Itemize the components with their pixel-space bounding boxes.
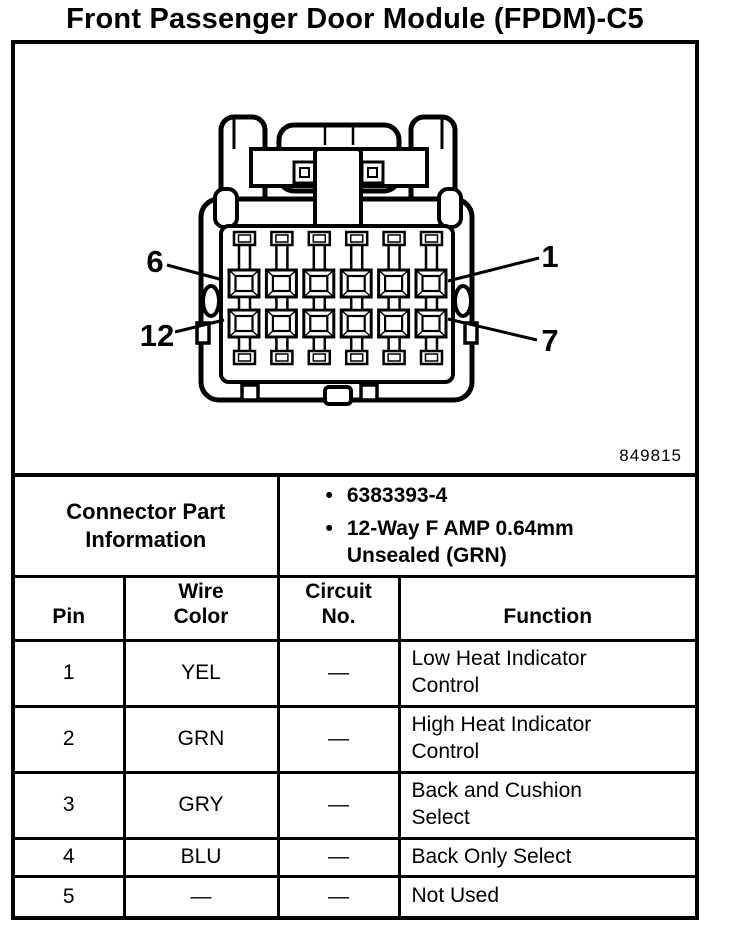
wire-color-cell: — <box>124 876 278 918</box>
wire-color-cell: YEL <box>124 640 278 706</box>
callout-pin-12: 12 <box>139 318 175 353</box>
manual-page <box>11 3 699 920</box>
col-header-circuit-no: Circuit No. <box>278 576 399 640</box>
pin-cell: 5 <box>13 876 124 918</box>
pin-cell: 2 <box>13 706 124 772</box>
connector-part-info-label: Connector Part Information <box>13 475 278 576</box>
function-cell: High Heat Indicator Control <box>399 706 697 772</box>
function-cell: Back Only Select <box>399 838 697 876</box>
circuit-no-cell: — <box>278 706 399 772</box>
connector-description: 12-Way F AMP 0.64mm Unsealed (GRN) <box>346 516 574 567</box>
wire-color-cell: BLU <box>124 838 278 876</box>
col-header-pin: Pin <box>13 576 124 640</box>
circuit-no-cell: — <box>278 876 399 918</box>
table-row <box>13 838 697 876</box>
function-cell: Not Used <box>399 876 697 918</box>
function-cell: Back and Cushion Select <box>399 772 697 838</box>
table-row <box>13 876 697 918</box>
list-item <box>280 482 696 509</box>
circuit-no-cell: — <box>278 640 399 706</box>
connector-info-row <box>13 475 697 576</box>
page-title: Front Passenger Door Module (FPDM)-C5 <box>66 3 644 35</box>
table-row <box>13 706 697 772</box>
part-number: 6383393-4 <box>346 484 448 508</box>
circuit-no-cell: — <box>278 838 399 876</box>
pin-cell: 1 <box>13 640 124 706</box>
function-cell: Low Heat Indicator Control <box>399 640 697 706</box>
figure-number: 849815 <box>619 446 682 465</box>
bullet-icon: • <box>325 484 333 508</box>
pin-cell: 4 <box>13 838 124 876</box>
connector-figure-box <box>11 40 699 473</box>
wire-color-cell: GRN <box>124 706 278 772</box>
table-header-row <box>13 576 697 640</box>
col-header-wire-color: Wire Color <box>124 576 278 640</box>
list-item <box>280 515 696 570</box>
callout-pin-7: 7 <box>541 323 559 358</box>
circuit-no-cell: — <box>278 772 399 838</box>
callout-pin-6: 6 <box>146 244 164 279</box>
wire-color-cell: GRY <box>124 772 278 838</box>
table-row <box>13 640 697 706</box>
callout-pin-1: 1 <box>541 239 559 274</box>
connector-pin-table <box>11 473 699 920</box>
connector-part-info-items <box>278 475 697 576</box>
table-row <box>13 772 697 838</box>
latch-tab <box>315 149 361 231</box>
col-header-function: Function <box>399 576 697 640</box>
pin-cell: 3 <box>13 772 124 838</box>
connector-diagram <box>129 93 609 423</box>
bullet-icon: • <box>325 516 333 540</box>
